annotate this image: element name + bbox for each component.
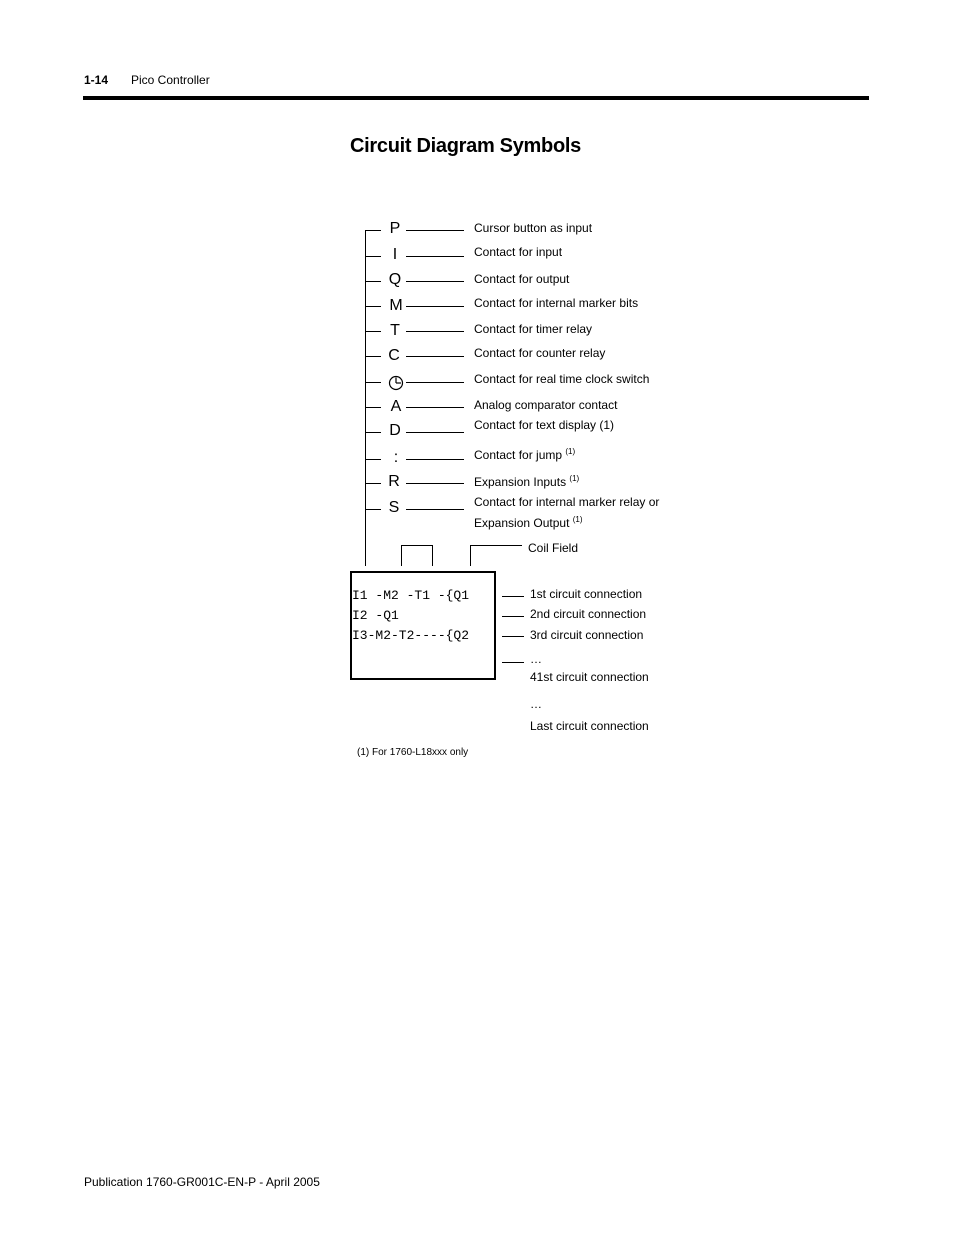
- leader-line: [406, 331, 464, 332]
- page-title: Circuit Diagram Symbols: [350, 135, 581, 157]
- field-bracket-line: [401, 545, 402, 566]
- symbol-label-clock: Contact for real time clock switch: [474, 372, 650, 386]
- bracket-tick: [365, 407, 381, 408]
- footnote: (1) For 1760-L18xxx only: [357, 747, 469, 758]
- coil-field-line: [470, 545, 522, 546]
- symbol-label-p: Cursor button as input: [474, 221, 593, 235]
- connection-line: [502, 616, 524, 617]
- symbol-label-c: Contact for counter relay: [474, 346, 606, 360]
- display-line-2: I2 -Q1: [352, 608, 399, 623]
- bracket-tick: [365, 281, 381, 282]
- symbol-label-s-line2: [474, 515, 583, 530]
- field-bracket-line: [432, 545, 433, 566]
- page-number: 1-14: [84, 73, 109, 87]
- bracket-tick: [365, 256, 381, 257]
- connection-line: [502, 596, 524, 597]
- symbol-c: C: [388, 347, 400, 364]
- footnote-ref: (1): [569, 474, 580, 483]
- symbol-label-colon: [474, 447, 575, 462]
- leader-line: [406, 509, 464, 510]
- bracket-tick: [365, 432, 381, 433]
- leader-line: [406, 230, 464, 231]
- leader-line: [406, 459, 464, 460]
- symbol-label-d: Contact for text display (1): [474, 418, 615, 432]
- label-text: Contact for jump: [474, 448, 563, 462]
- symbol-colon: :: [393, 449, 399, 466]
- symbol-d: D: [389, 422, 401, 439]
- symbol-q: Q: [388, 271, 402, 288]
- bracket-tick: [365, 509, 381, 510]
- connection-ellipsis: …: [530, 697, 542, 711]
- symbol-label-s: Contact for internal marker relay or: [474, 495, 660, 509]
- connection-label: Last circuit connection: [530, 719, 649, 733]
- footnote-ref: (1): [572, 515, 583, 524]
- symbol-label-r: [474, 474, 579, 489]
- field-bracket-line: [401, 545, 433, 546]
- connection-label: 2nd circuit connection: [530, 607, 647, 621]
- display-line-1: I1 -M2 -T1 -{Q1: [352, 588, 470, 603]
- leader-line: [406, 356, 464, 357]
- connection-label: 3rd circuit connection: [530, 628, 644, 642]
- bracket-tick: [365, 382, 381, 383]
- clock-icon: [388, 375, 404, 391]
- leader-line: [406, 432, 464, 433]
- bracket-tick: [365, 356, 381, 357]
- symbol-label-i: Contact for input: [474, 245, 563, 259]
- label-text: Expansion Inputs: [474, 475, 567, 489]
- connection-ellipsis: …: [530, 652, 542, 666]
- connection-line: [502, 662, 524, 663]
- section-title: Pico Controller: [131, 73, 210, 87]
- symbol-m: M: [389, 297, 403, 314]
- symbol-label-m: Contact for internal marker bits: [474, 296, 639, 310]
- display-line-3: I3-M2-T2----{Q2: [352, 628, 470, 643]
- connection-label: 41st circuit connection: [530, 670, 649, 684]
- connection-line: [502, 636, 524, 637]
- publication-footer: Publication 1760-GR001C-EN-P - April 2005: [84, 1175, 320, 1189]
- leader-line: [406, 382, 464, 383]
- label-text: Expansion Output: [474, 516, 570, 530]
- leader-line: [406, 483, 464, 484]
- leader-line: [406, 306, 464, 307]
- coil-field-label: Coil Field: [528, 541, 579, 555]
- connection-label: 1st circuit connection: [530, 587, 643, 601]
- leader-line: [406, 281, 464, 282]
- coil-field-line: [470, 545, 471, 566]
- symbol-a: A: [390, 398, 402, 415]
- symbol-p: P: [389, 220, 401, 237]
- leader-line: [406, 256, 464, 257]
- footnote-ref: (1): [565, 447, 576, 456]
- bracket-tick: [365, 483, 381, 484]
- header-rule: [83, 96, 869, 100]
- symbol-s: S: [388, 499, 400, 516]
- symbol-label-a: Analog comparator contact: [474, 398, 618, 412]
- bracket-tick: [365, 230, 381, 231]
- symbol-t: T: [390, 322, 400, 339]
- symbol-r: R: [388, 473, 400, 490]
- leader-line: [406, 407, 464, 408]
- bracket-tick: [365, 306, 381, 307]
- symbol-label-t: Contact for timer relay: [474, 322, 593, 336]
- symbol-label-q: Contact for output: [474, 272, 570, 286]
- symbol-i: I: [392, 246, 398, 263]
- bracket-tick: [365, 459, 381, 460]
- bracket-tick: [365, 331, 381, 332]
